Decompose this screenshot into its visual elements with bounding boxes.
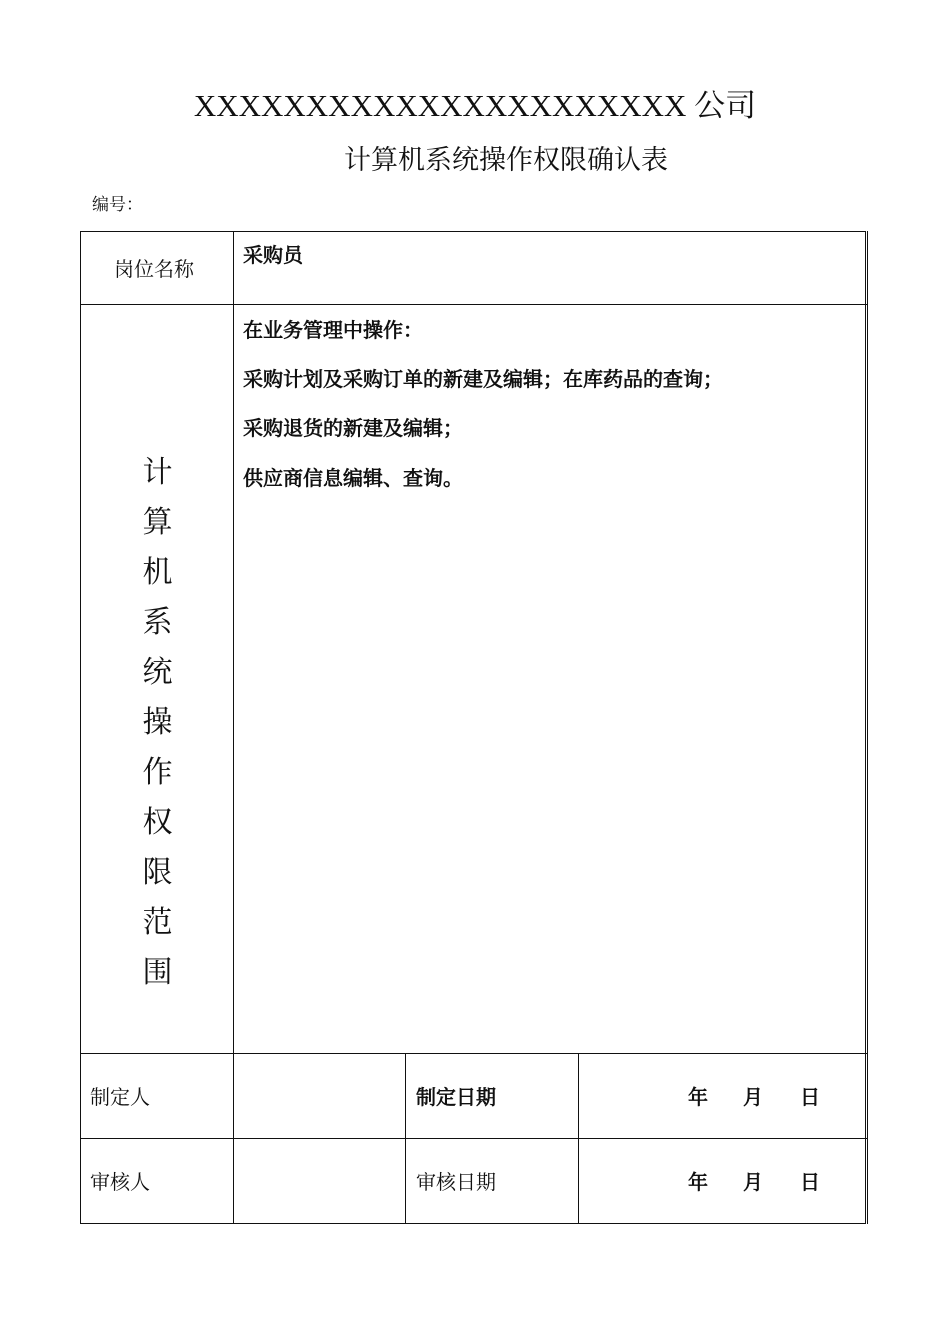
permission-scope-label — [82, 448, 233, 998]
scope-row-divider — [80, 1053, 867, 1054]
preparation-date-month: 月 — [743, 1085, 763, 1109]
preparer-label: 制定人 — [90, 1085, 150, 1109]
signature-row-divider — [80, 1138, 867, 1139]
preparation-date-year: 年 — [688, 1085, 708, 1109]
scope-label-char: 权 — [142, 805, 173, 840]
scope-label-char: 机 — [142, 555, 173, 590]
form-title: 计算机系统操作权限确认表 — [344, 145, 668, 176]
review-date-month: 月 — [743, 1170, 763, 1194]
scope-label-char: 作 — [142, 755, 173, 790]
preparation-date-label: 制定日期 — [416, 1085, 496, 1109]
label-column-divider — [233, 231, 234, 1224]
scope-label-char: 统 — [142, 655, 173, 690]
scope-label-char: 计 — [142, 455, 173, 490]
position-name-value: 采购员 — [243, 243, 303, 267]
scope-label-char: 范 — [142, 905, 173, 940]
date-label-divider — [578, 1053, 579, 1224]
scope-line: 在业务管理中操作： — [243, 318, 423, 342]
scope-label-char: 系 — [142, 605, 173, 640]
scope-label-char: 限 — [142, 855, 173, 890]
document-number-label: 编号： — [92, 195, 143, 215]
scope-line: 供应商信息编辑、查询。 — [243, 466, 463, 490]
reviewer-label: 审核人 — [90, 1170, 150, 1194]
review-date-year: 年 — [688, 1170, 708, 1194]
table-right-edge-line — [867, 231, 868, 1224]
position-name-label: 岗位名称 — [114, 257, 194, 281]
preparation-date-day: 日 — [800, 1085, 820, 1109]
scope-line: 采购计划及采购订单的新建及编辑；在库药品的查询； — [243, 367, 723, 391]
person-value-divider — [405, 1053, 406, 1224]
scope-label-char: 算 — [142, 505, 173, 540]
scope-label-char: 围 — [142, 955, 173, 990]
review-date-day: 日 — [800, 1170, 820, 1194]
scope-label-char: 操 — [142, 705, 173, 740]
position-row-divider — [80, 304, 867, 305]
scope-line: 采购退货的新建及编辑； — [243, 416, 463, 440]
review-date-label: 审核日期 — [416, 1170, 496, 1194]
company-name: XXXXXXXXXXXXXXXXXXXXXX 公司 — [193, 88, 757, 123]
